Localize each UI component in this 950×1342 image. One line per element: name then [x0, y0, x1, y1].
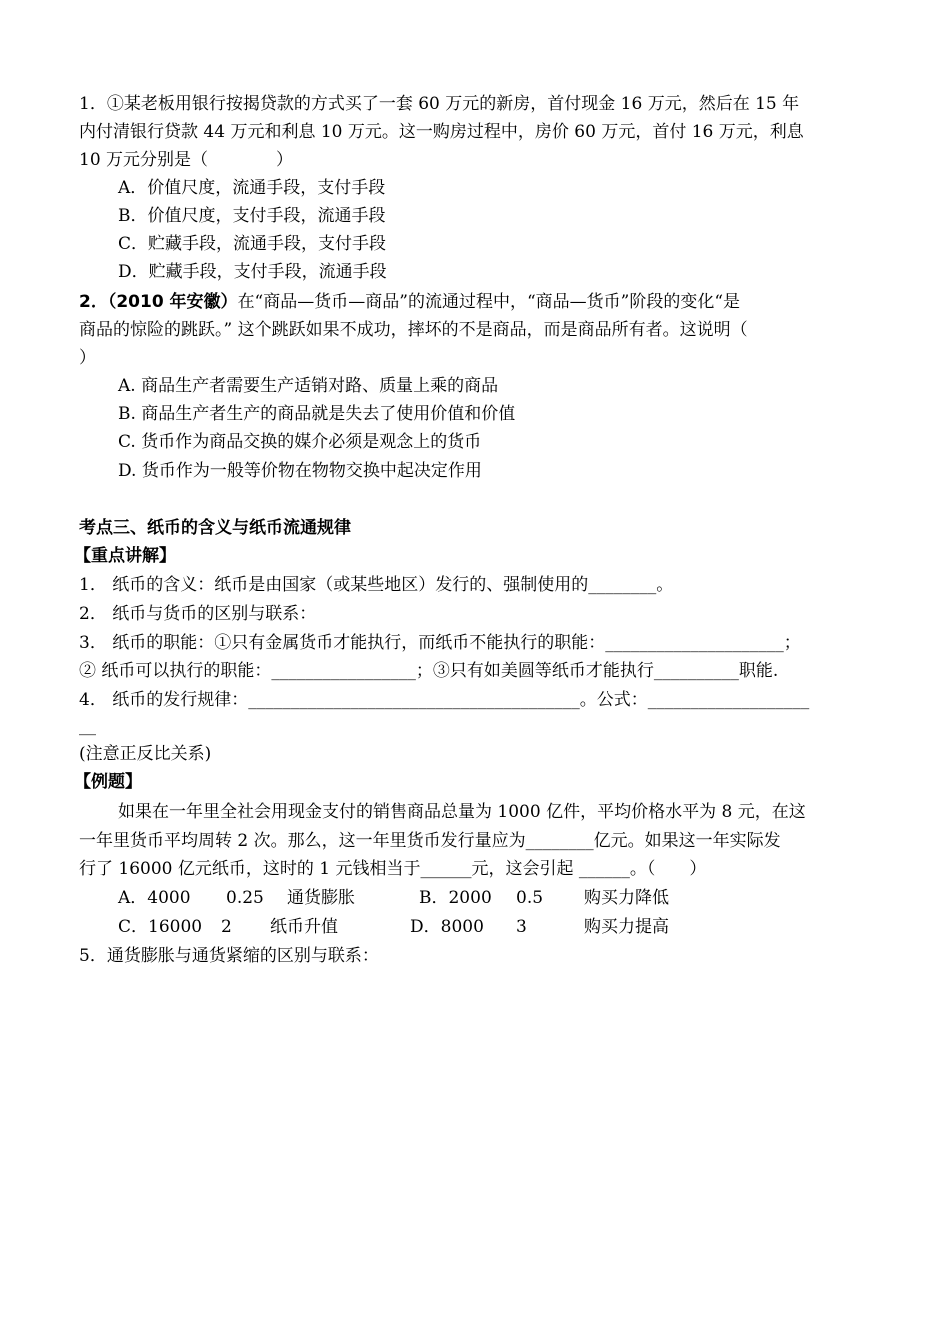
key-points-heading: 【重点讲解】 [74, 546, 176, 566]
q2-source-label: 2．（2010 年安徽） [79, 292, 238, 312]
section-title: 考点三、纸币的含义与纸币流通规律 [79, 518, 351, 538]
choice-a-effect: 通货膨胀 [287, 888, 355, 908]
ratio-note: (注意正反比关系) [79, 744, 212, 764]
item-1: 1． 纸币的含义：纸币是由国家（或某些地区）发行的、强制使用的________。 [79, 575, 674, 595]
choice-b-value: 0.5 [516, 888, 544, 908]
q2-line-1 [79, 292, 740, 312]
q2-option-d: D. 货币作为一般等价物在物物交换中起决定作用 [118, 461, 482, 481]
q2-option-c: C. 货币作为商品交换的媒介必须是观念上的货币 [118, 432, 482, 452]
choice-a-value: 0.25 [226, 888, 264, 908]
q2-option-a: A. 商品生产者需要生产适销对路、质量上乘的商品 [118, 376, 499, 396]
item-2: 2． 纸币与货币的区别与联系： [79, 604, 317, 624]
choice-c-value: 2 [221, 917, 232, 937]
choice-d-label: D．8000 [410, 917, 484, 937]
q1-line-2: 内付清银行贷款 44 万元和利息 10 万元。这一购房过程中，房价 60 万元，首付 16 万元，利息 [79, 122, 804, 142]
q2-line-1-text: 在“商品—货币—商品”的流通过程中，“商品—货币”阶段的变化“是 [237, 292, 741, 312]
choice-c-effect: 纸币升值 [270, 917, 338, 937]
choice-d-value: 3 [516, 917, 527, 937]
q1-option-b: B．价值尺度，支付手段，流通手段 [118, 206, 386, 226]
q2-line-3: ） [79, 348, 96, 368]
q2-line-2: 商品的惊险的跳跃。” 这个跳跃如果不成功，摔坏的不是商品，而是商品所有者。这说明（ [79, 320, 748, 340]
q1-option-a: A．价值尺度，流通手段，支付手段 [118, 178, 386, 198]
item-3: 3． 纸币的职能：①只有金属货币才能执行，而纸币不能执行的职能：_____________________； [79, 633, 801, 653]
q1-line-1: 1．①某老板用银行按揭贷款的方式买了一套 60 万元的新房，首付现金 16 万元，然后在 15 年 [79, 94, 800, 114]
choice-a-label: A．4000 [118, 888, 191, 908]
choice-c-label: C．16000 [118, 917, 203, 937]
q1-option-c: C．贮藏手段，流通手段，支付手段 [118, 234, 387, 254]
example-line-3: 行了 16000 亿元纸币，这时的 1 元钱相当于______元，这会引起 ______。（ ） [79, 859, 707, 879]
q1-option-d: D．贮藏手段，支付手段，流通手段 [118, 262, 387, 282]
example-line-1: 如果在一年里全社会用现金支付的销售商品总量为 1000 亿件，平均价格水平为 8 元，在这 [118, 802, 806, 822]
example-line-2: 一年里货币平均周转 2 次。那么，这一年里货币发行量应为________亿元。如果这一年实际发 [79, 831, 781, 851]
example-heading: 【例题】 [74, 772, 142, 792]
choice-d-effect: 购买力提高 [584, 917, 669, 937]
q2-option-b: B. 商品生产者生产的商品就是失去了使用价值和价值 [118, 404, 516, 424]
q1-line-3: 10 万元分别是（ ） [79, 150, 294, 170]
item-4: 4． 纸币的发行规律：_______________________________________。公式：___________________ [79, 690, 810, 710]
choice-b-effect: 购买力降低 [584, 888, 669, 908]
item-3-continued: ② 纸币可以执行的职能：_________________；③只有如美圆等纸币才能执行__________职能. [79, 661, 779, 681]
item-5: 5．通货膨胀与通货紧缩的区别与联系： [79, 946, 379, 966]
choice-b-label: B．2000 [419, 888, 492, 908]
item-4-overflow: __ [79, 716, 96, 736]
